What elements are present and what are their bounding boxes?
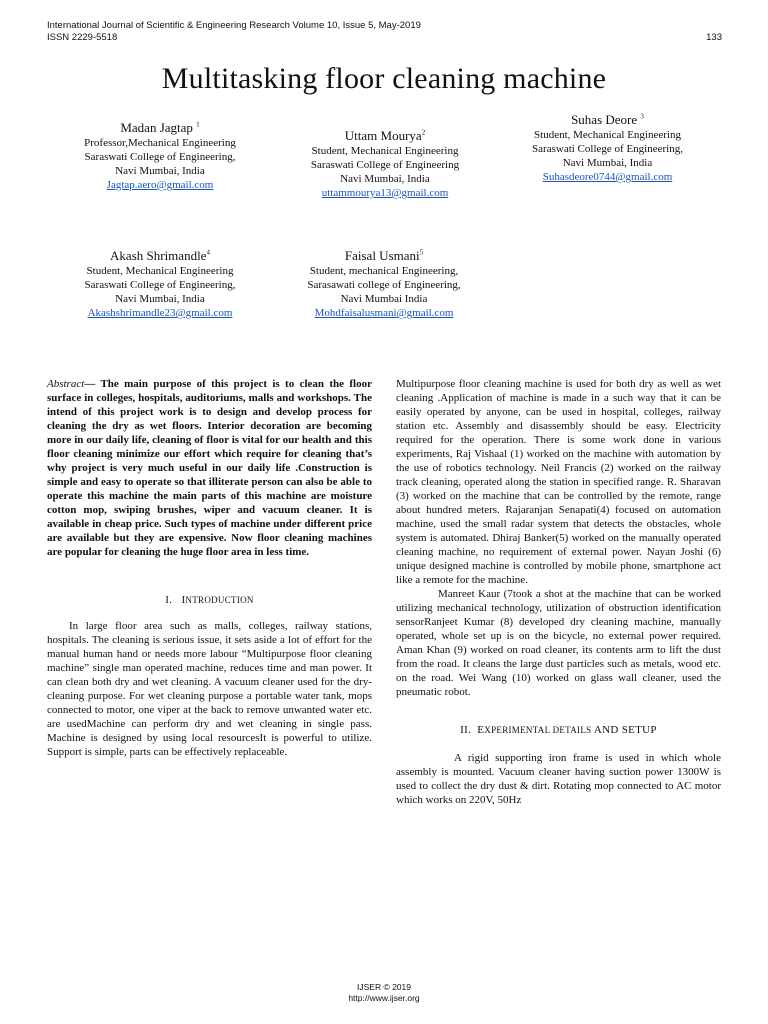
author-college: Sarasawati college of Engineering, xyxy=(307,279,461,291)
author-email[interactable]: Akashshrimandle23@gmail.com xyxy=(87,307,233,319)
author-college: Saraswati College of Engineering xyxy=(310,159,460,171)
author-block xyxy=(55,120,265,192)
abstract-lead: Abstract xyxy=(47,378,85,390)
abstract-dash: — xyxy=(84,378,96,390)
author-city: Navi Mumbai, India xyxy=(115,165,205,177)
page-number: 133 xyxy=(706,32,722,43)
author-role: Student, Mechanical Engineering xyxy=(534,129,681,141)
introduction-paragraph: In large floor area such as malls, colleges, railway stations, hospitals. The cleaning is serious issue, it sets aside a lot of effort for the manual human hand or needs more labour “Multipurpose floor cleaning machine” single man operated machine, reduces time and man power. It can clean both dry and wet cleaning. A vacuum cleaner used for the dry-cleaning purpose. For wet cleaning purpose a portable water tank, mops connected to motor, one viper at the back to remove unwanted water etc. are usedMachine can perform dry and wet cleaning in single pass. Machine is designed by using local resourcesIt is powerful to utilize. Support is simple, parts can be effectively replaceable. xyxy=(47,620,372,758)
page-footer xyxy=(0,982,768,1004)
author-role: Student, Mechanical Engineering xyxy=(86,265,234,277)
author-name: Suhas Deore $^3$ xyxy=(571,112,644,127)
author-city: Navi Mumbai, India xyxy=(340,173,430,185)
author-name: Faisal Usmani$^5$ xyxy=(344,248,424,263)
body-paragraph: A rigid supporting iron frame is used in which whole assembly is mounted. Vacuum cleaner having suction power 1300W is used to collect the dry dust & dirt. Rotating mop connected to AC motor which works on 220V, 50Hz xyxy=(396,752,721,806)
author-block xyxy=(505,112,710,184)
author-college: Saraswati College of Engineering, xyxy=(84,279,236,291)
right-column xyxy=(396,377,721,807)
paper-title: Multitasking floor cleaning machine xyxy=(161,62,607,95)
author-city: Navi Mumbai, India xyxy=(115,293,205,305)
journal-name: International Journal of Scientific & Engineering Research Volume 10, Issue 5, May-2019 xyxy=(47,20,421,31)
section-heading-experimental: II. EXPERIMENTAL DETAILS AND SETUP xyxy=(460,724,657,736)
author-role: Student, mechanical Engineering, xyxy=(309,265,459,277)
author-role: Student, Mechanical Engineering xyxy=(311,145,459,157)
author-email[interactable]: Suhasdeore0744@gmail.com xyxy=(542,171,673,183)
body-paragraph: Manreet Kaur (7took a shot at the machine that can be worked utilizing mechanical technology, utilization of obstruction identification sensorRanjeet Kumar (8) developed dry cleaning machine, manually operated, whole set up is on the bicycle, no external power required. Aman Khan (9) worked on road cleaner, its contents arm to lift the dust from the road. It cleans the large dust particles such as metals, wood etc. on the road. Wei Wang (10) worked on glass wall cleaner, used the pneumatic robot. xyxy=(396,588,721,698)
body-paragraph: Multipurpose floor cleaning machine is used for both dry as well as wet cleaning .Application of machine is made in a such way that it can be easily operated by anyone, can be used in hospital, colleges, railway station etc. Assembly and disassembly should be easy. Electricity required for the operation. There is some work done in various experiments, Raj Vishaal (1) worked on the machine with automation by the use of robotics technology. Neil Francis (2) worked on the railway track cleaning, operated along the station in specified range. R. Sharavan (3) worked on the machine that can be controlled by the remote, range about hundred meters. Rajaranjan Senapati(4) focused on automation machine, used the small radar system that detects the obstacles, whole system is automated. Dhiraj Banker(5) worked on the manually operated cleaning machine, no requirement of external power. Nayan Joshi (6) unique designed machine is controlled by mobile phone, smartphone act like a remote for the machine. xyxy=(396,378,721,586)
author-college: Saraswati College of Engineering, xyxy=(532,143,683,155)
author-email[interactable]: Mohdfaisalusmani@gmail.com xyxy=(314,307,454,319)
issn: ISSN 2229-5518 xyxy=(47,32,118,43)
author-name: Madan Jagtap $^1$ xyxy=(120,120,200,135)
author-block xyxy=(285,128,485,200)
footer-url[interactable]: http://www.ijser.org xyxy=(348,993,420,1003)
footer-copyright: IJSER © 2019 xyxy=(357,982,411,992)
author-name: Akash Shrimandle$^4$ xyxy=(110,248,210,263)
author-email[interactable]: uttammourya13@gmail.com xyxy=(321,187,449,199)
abstract xyxy=(47,377,372,559)
author-name: Uttam Mourya$^2$ xyxy=(344,128,426,143)
journal-header xyxy=(47,20,421,44)
author-block xyxy=(284,248,484,320)
author-email[interactable]: Jagtap.aero@gmail.com xyxy=(106,179,214,191)
author-city: Navi Mumbai, India xyxy=(562,157,653,169)
author-college: Saraswati College of Engineering, xyxy=(84,151,236,163)
left-column xyxy=(47,377,372,759)
author-city: Navi Mumbai India xyxy=(340,293,428,305)
author-role: Professor,Mechanical Engineering xyxy=(84,137,236,149)
section-heading-introduction: I. INTRODUCTION xyxy=(165,594,254,606)
author-block xyxy=(55,248,265,320)
abstract-text: The main purpose of this project is to clean the floor surface in colleges, hospitals, auditoriums, malls and workshops. The intend of this project work is to design and develop process for cleaning the dry as wet floors. Interior decoration are becoming more in our daily life, cleaning of floor is vital for our health and this floor cleaning minimize our effort which require for cleaning that’s why project is very much useful in our daily life .Construction is simple and easy to operate so that illiterate person can also be able to operate this machine the main parts of this machine are moisture cotton mop, swiping brushes, wiper and vacuum cleaner. It is available in cheap price. Such types of machine under different price are available but they are expensive. Now floor cleaning machines are popular for cleaning the huge floor area in less time. xyxy=(47,378,372,558)
